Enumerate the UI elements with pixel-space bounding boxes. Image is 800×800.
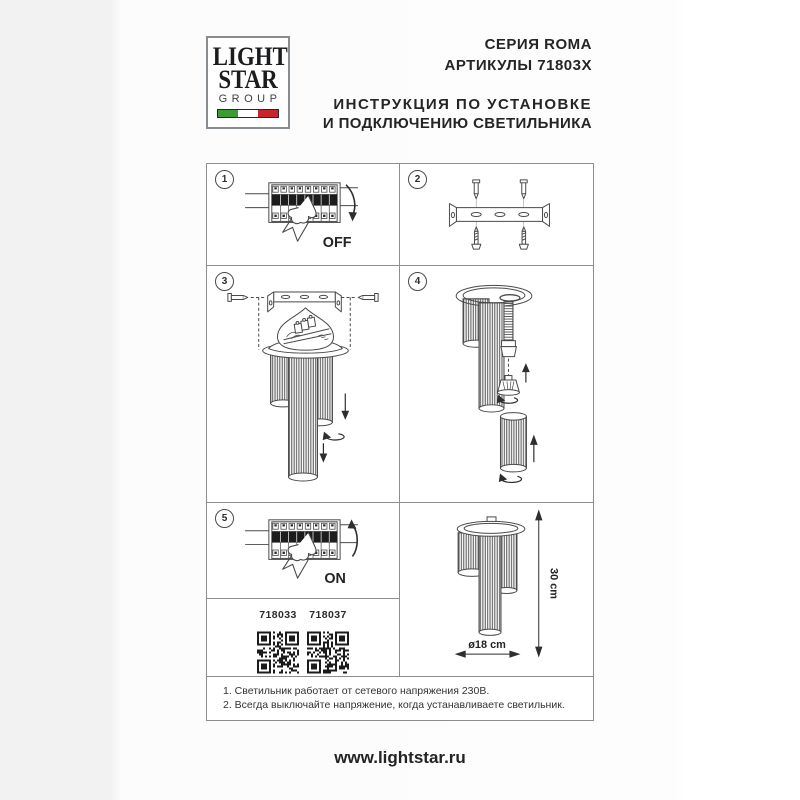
lamp-dimensions-drawing [400, 503, 593, 676]
shade-assembly-drawing [400, 266, 593, 502]
step-3-number: 3 [215, 272, 234, 291]
step-2-panel [400, 164, 593, 266]
instruction-title-line2: И ПОДКЛЮЧЕНИЮ СВЕТИЛЬНИКА [322, 115, 592, 132]
article-number-1: 718033 [259, 609, 297, 621]
step-5-number: 5 [215, 509, 234, 528]
step-5-panel [207, 503, 400, 599]
header-text [300, 36, 592, 132]
height-dimension-label: 30 cm [547, 568, 560, 600]
qr-code-icon [257, 624, 299, 681]
flag-red [258, 110, 278, 117]
logo-star: STAR [218, 65, 278, 94]
instruction-grid [206, 163, 594, 721]
dimensions-panel [400, 503, 593, 677]
instruction-title-line1: ИНСТРУКЦИЯ ПО УСТАНОВКЕ [333, 96, 592, 113]
step-1-panel [207, 164, 400, 266]
flag-green [218, 110, 238, 117]
note-2: 2. Всегда выключайте напряжение, когда устанавливаете светильник. [223, 699, 565, 711]
breaker-on-drawing [207, 503, 399, 598]
instruction-title [300, 96, 592, 132]
note-1: 1. Светильник работает от сетевого напряжения 230В. [223, 685, 490, 697]
off-label: OFF [322, 235, 352, 252]
canopy-mount-drawing [207, 266, 399, 502]
logo-group: GROUP [218, 93, 282, 105]
step-1-number: 1 [215, 170, 234, 189]
diameter-dimension-label: ø18 cm [468, 639, 506, 652]
logo-light: LIGHT [212, 42, 288, 71]
series-title: СЕРИЯ ROMA [484, 36, 592, 53]
articles-title: АРТИКУЛЫ 71803X [444, 57, 592, 74]
qr-codes-panel [207, 599, 400, 677]
arrow-down-curve [346, 185, 355, 216]
website-url: www.lightstar.ru [334, 748, 466, 767]
notes-panel [207, 677, 593, 720]
arrow-up-curve [352, 524, 357, 557]
step-2-number: 2 [408, 170, 427, 189]
step-4-number: 4 [408, 272, 427, 291]
qr-block-1 [257, 609, 299, 666]
step-4-panel [400, 266, 593, 503]
italian-flag-icon [217, 109, 279, 118]
flag-white [238, 110, 258, 117]
qr-code-icon [307, 624, 349, 681]
article-number-2: 718037 [309, 609, 347, 621]
on-label: ON [324, 571, 346, 588]
lightstar-logo [206, 36, 290, 129]
breaker-off-drawing [207, 164, 399, 265]
step-3-panel [207, 266, 400, 503]
mounting-bracket-drawing [400, 164, 593, 265]
qr-block-2 [307, 609, 349, 666]
